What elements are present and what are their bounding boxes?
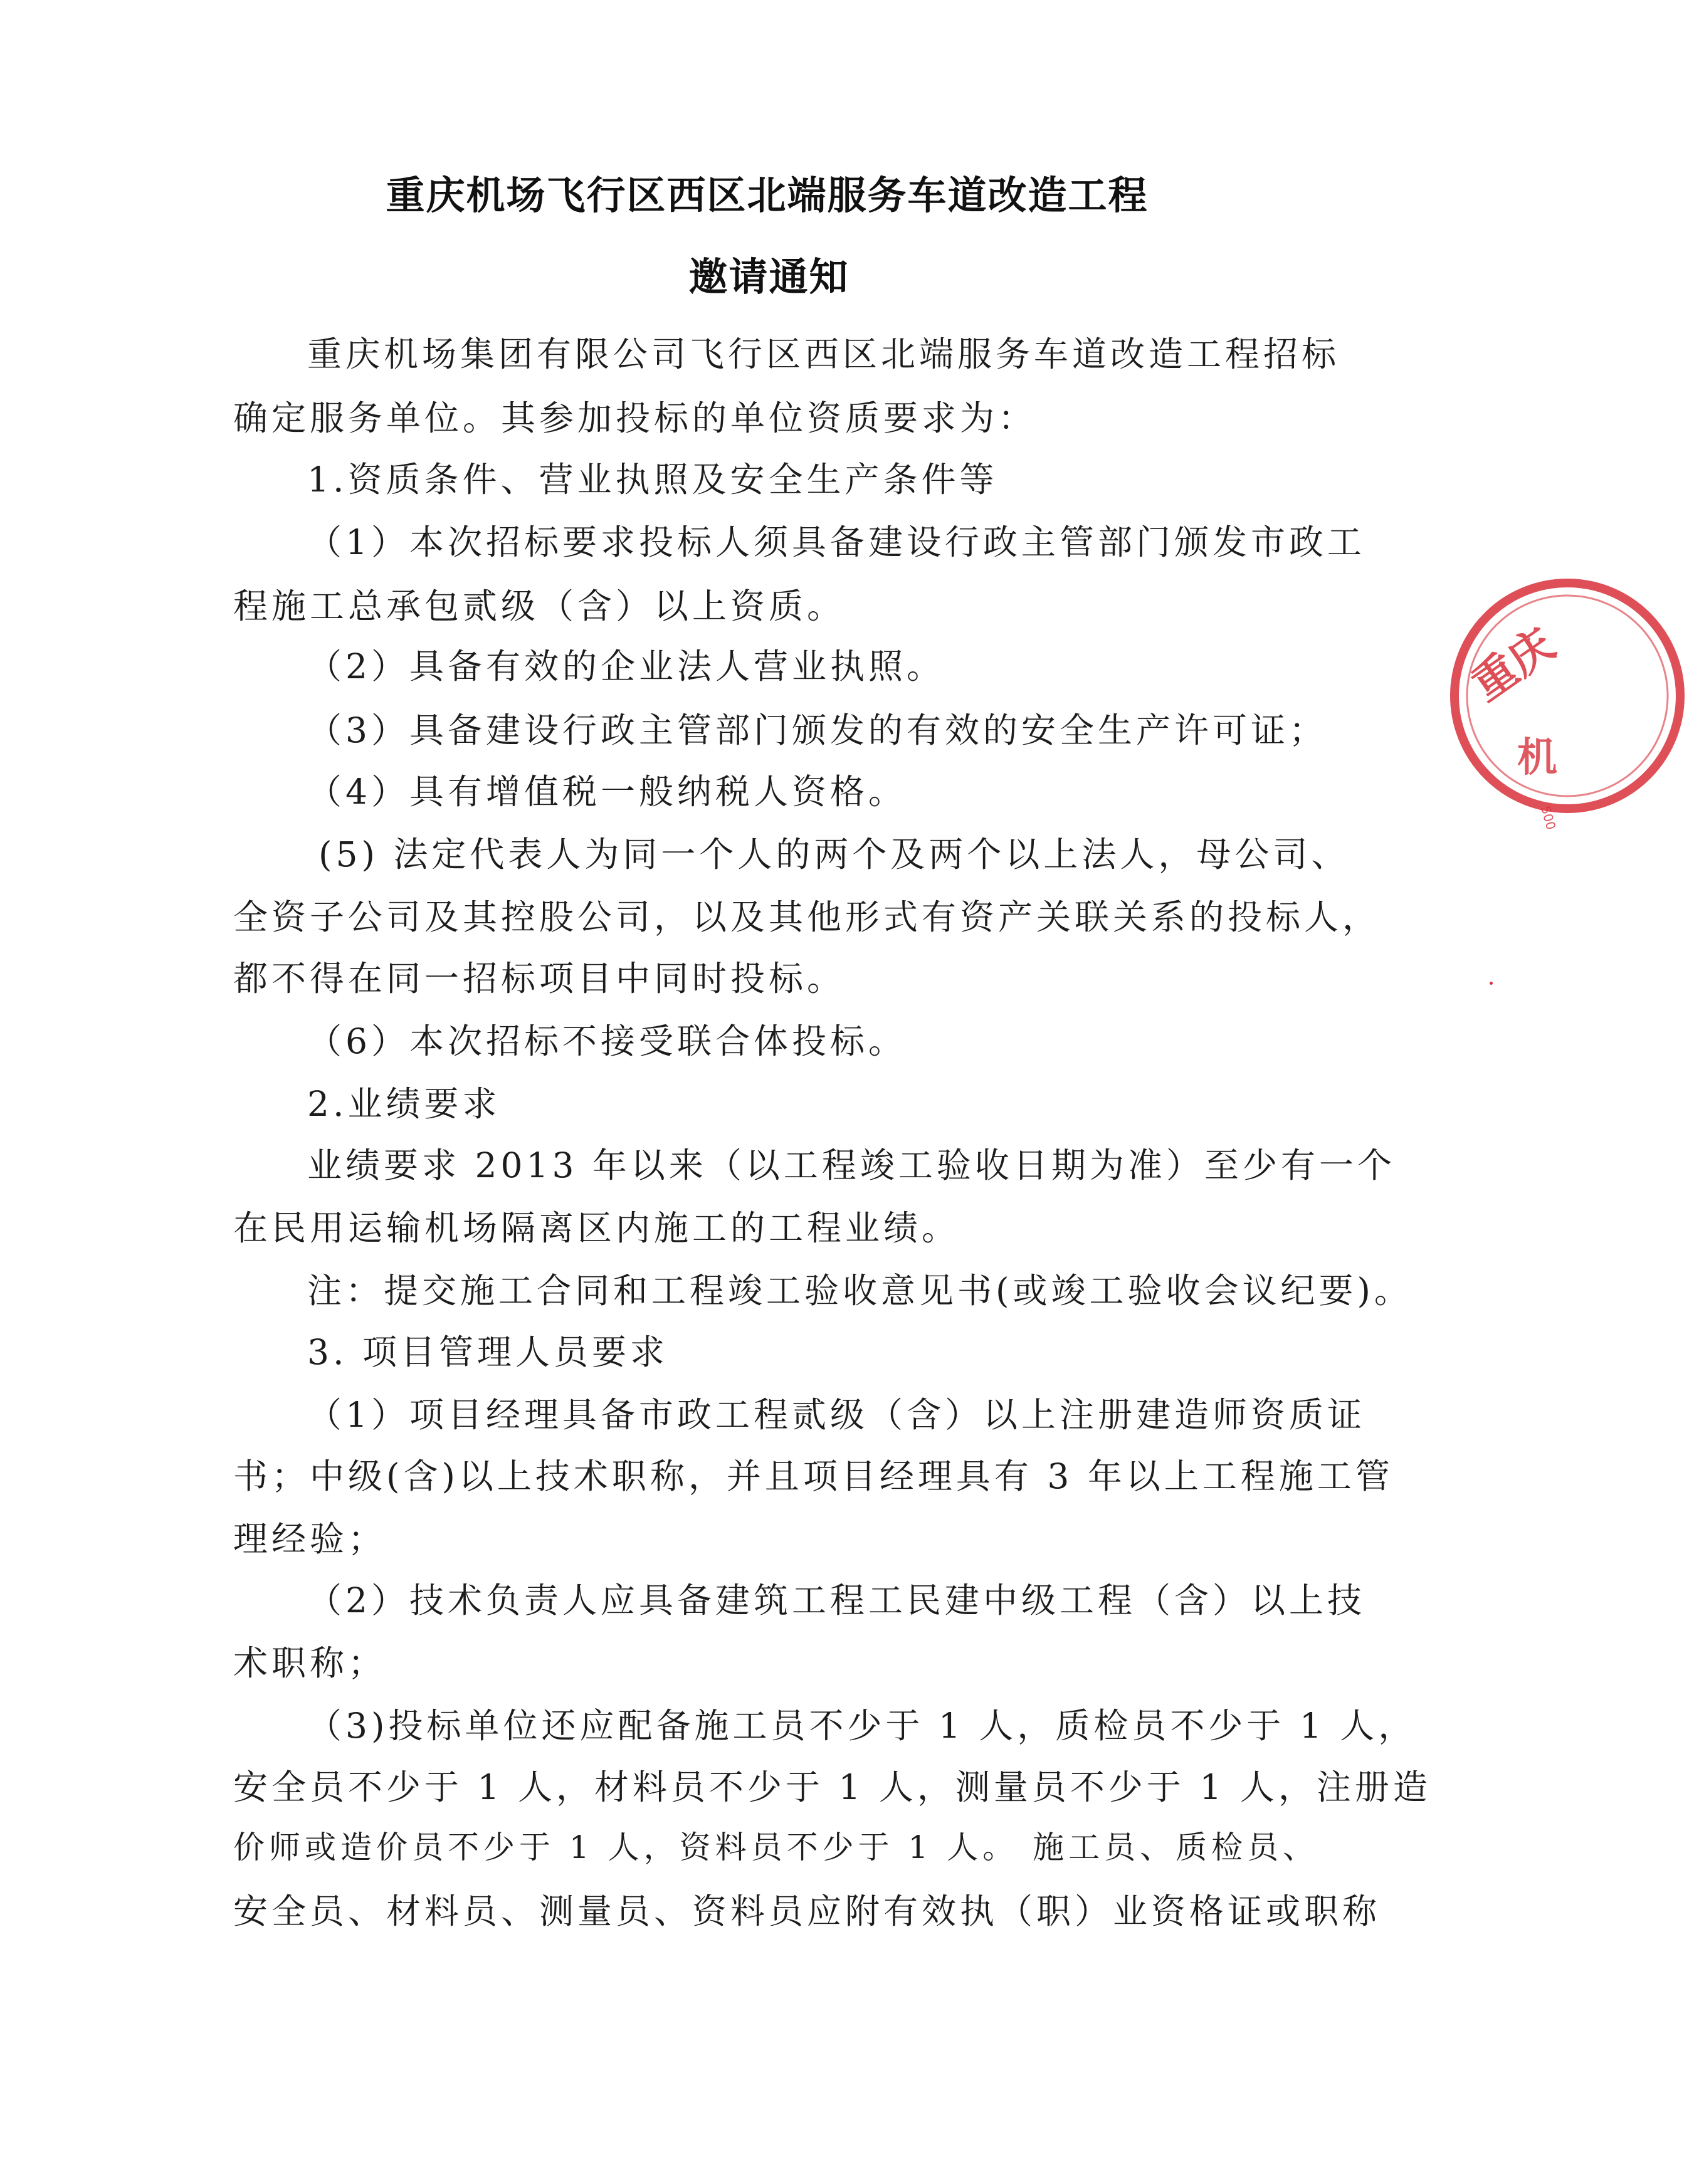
paragraph-line: 程施工总承包贰级（含）以上资质。 <box>233 586 846 626</box>
paragraph-line: 书；中级(含)以上技术职称，并且项目经理具有 3 年以上工程施工管 <box>233 1456 1394 1496</box>
paragraph-line: 都不得在同一招标项目中同时投标。 <box>233 958 846 999</box>
note-line: 注：提交施工合同和工程竣工验收意见书(或竣工验收会议纪要)。 <box>307 1271 1412 1311</box>
paragraph-line: （3)投标单位还应配备施工员不少于 1 人，质检员不少于 1 人， <box>307 1706 1417 1746</box>
seal-text-top: 重庆 <box>1462 618 1564 711</box>
paragraph-line: 全资子公司及其控股公司，以及其他形式有资产关联关系的投标人， <box>233 897 1381 937</box>
paragraph-line: （2）技术负责人应具备建筑工程工民建中级工程（含）以上技 <box>307 1580 1365 1620</box>
paragraph-line: （2）具备有效的企业法人营业执照。 <box>307 646 945 686</box>
paragraph-line: 业绩要求 2013 年以来（以工程竣工验收日期为准）至少有一个 <box>307 1145 1396 1185</box>
paragraph-line: 在民用运输机场隔离区内施工的工程业绩。 <box>233 1208 960 1248</box>
red-ink-dot <box>1490 982 1493 985</box>
paragraph-line: 安全员、材料员、测量员、资料员应附有效执（职）业资格证或职称 <box>233 1891 1381 1931</box>
paragraph-line: 理经验； <box>233 1519 387 1559</box>
paragraph-line: 安全员不少于 1 人，材料员不少于 1 人，测量员不少于 1 人，注册造 <box>233 1767 1431 1807</box>
paragraph-line: 确定服务单位。其参加投标的单位资质要求为： <box>233 398 1037 438</box>
paragraph-line: （4）具有增值税一般纳税人资格。 <box>307 772 907 812</box>
paragraph-line: （1）项目经理具备市政工程贰级（含）以上注册建造师资质证 <box>307 1395 1365 1435</box>
section-heading: 2.业绩要求 <box>307 1084 501 1124</box>
paragraph-line: (5) 法定代表人为同一个人的两个及两个以上法人，母公司、 <box>318 834 1350 874</box>
paragraph-line: 术职称； <box>233 1643 387 1683</box>
paragraph-line: （6）本次招标不接受联合体投标。 <box>307 1021 907 1061</box>
document-subtitle: 邀请通知 <box>688 254 849 300</box>
paragraph-line: 价师或造价员不少于 1 人，资料员不少于 1 人。 施工员、质检员、 <box>233 1829 1319 1866</box>
document-title: 重庆机场飞行区西区北端服务车道改造工程 <box>386 172 1149 218</box>
section-heading: 1.资质条件、营业执照及安全生产条件等 <box>307 459 998 500</box>
paragraph-line: 重庆机场集团有限公司飞行区西区北端服务车道改造工程招标 <box>307 334 1340 374</box>
section-heading: 3. 项目管理人员要求 <box>307 1332 668 1372</box>
seal-text-side: 机 <box>1517 735 1557 781</box>
paragraph-line: （3）具备建设行政主管部门颁发的有效的安全生产许可证； <box>307 710 1327 750</box>
paragraph-line: （1）本次招标要求投标人须具备建设行政主管部门颁发市政工 <box>307 522 1365 562</box>
official-seal-stamp <box>1436 564 1699 832</box>
seal-text-small: 500 <box>1538 804 1559 832</box>
